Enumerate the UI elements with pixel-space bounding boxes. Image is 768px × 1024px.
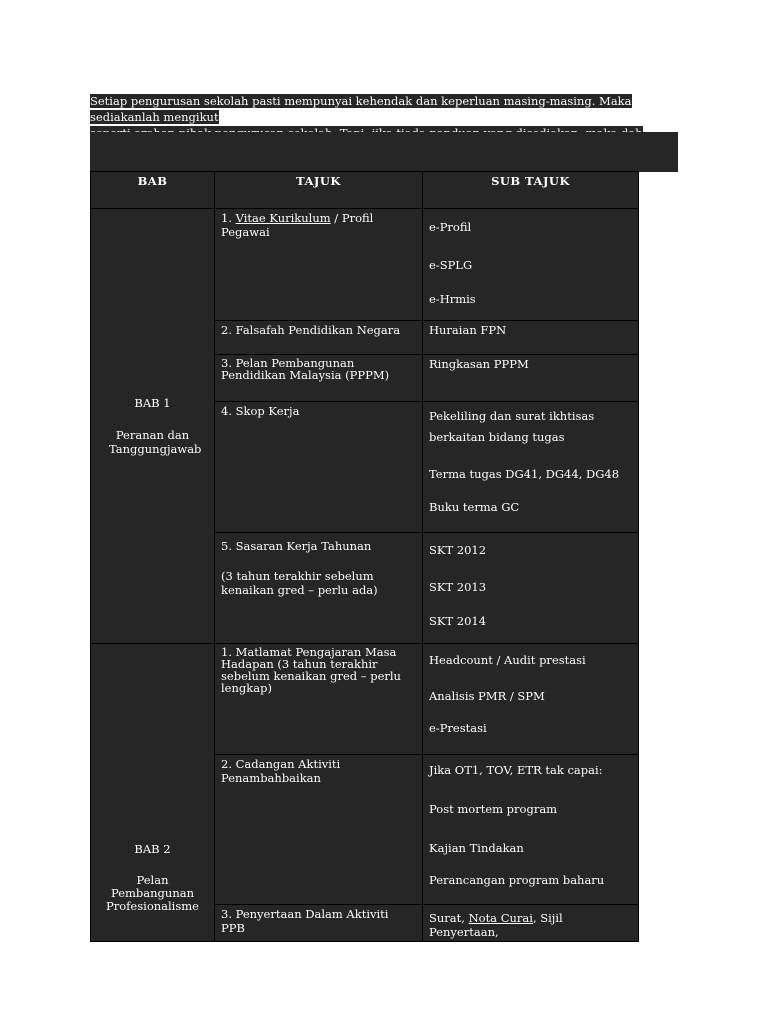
vitae-kurikulum-link[interactable]: Vitae Kurikulum bbox=[235, 211, 331, 225]
sub-cell bbox=[423, 755, 639, 905]
dark-band bbox=[90, 132, 678, 172]
tajuk-cell: 3. Pelan Pembangunan Pendidikan Malaysia (PPPM) bbox=[215, 355, 423, 402]
header-tajuk: TAJUK bbox=[215, 172, 423, 209]
sub-cell: Ringkasan PPPM bbox=[423, 355, 639, 402]
header-row bbox=[91, 172, 639, 209]
sub-item: e-Profil bbox=[429, 220, 472, 234]
tajuk-cell: 2. Cadangan Aktiviti Penambahbaikan bbox=[215, 755, 423, 905]
table-row bbox=[91, 209, 639, 321]
sub-cell bbox=[423, 402, 639, 533]
sub-item: SKT 2013 bbox=[429, 580, 487, 594]
tajuk-cell: 1. Vitae Kurikulum / Profil Pegawai bbox=[215, 209, 423, 321]
tajuk-cell: 2. Falsafah Pendidikan Negara bbox=[215, 321, 423, 355]
sub-item: Kajian Tindakan bbox=[429, 841, 524, 855]
sub-item: Pekeliling dan surat ikhtisas berkaitan bidang tugas bbox=[429, 409, 595, 444]
bab1-title: BAB 1 bbox=[134, 396, 171, 410]
sub-item: e-Hrmis bbox=[429, 292, 476, 306]
sub-item: SKT 2014 bbox=[429, 614, 487, 628]
sub-item: Terma tugas DG41, DG44, DG48 bbox=[429, 467, 620, 481]
bab2-title: BAB 2 bbox=[134, 842, 171, 856]
tajuk-cell: 4. Skop Kerja bbox=[215, 402, 423, 533]
tajuk-cell: 3. Penyertaan Dalam Aktiviti PPB bbox=[215, 905, 423, 942]
bab1-cell bbox=[91, 209, 215, 644]
tajuk-cell: 1. Matlamat Pengajaran Masa Hadapan (3 tahun terakhir sebelum kenaikan gred – perlu lengkap) bbox=[215, 644, 423, 755]
sub-item: Buku terma GC bbox=[429, 500, 520, 514]
bab2-cell bbox=[91, 644, 215, 942]
tajuk-line: 5. Sasaran Kerja Tahunan bbox=[221, 539, 372, 553]
bab2-desc: Pelan Pembangunan Profesionalisme bbox=[106, 873, 199, 913]
table-row bbox=[91, 644, 639, 755]
sub-item: Analisis PMR / SPM bbox=[429, 689, 545, 703]
intro-line-1: Setiap pengurusan sekolah pasti mempunyai kehendak dan keperluan masing-masing. Maka sediakanlah mengikut bbox=[90, 94, 632, 124]
guide-table bbox=[90, 171, 639, 942]
sub-cell bbox=[423, 209, 639, 321]
sub-cell bbox=[423, 644, 639, 755]
tajuk-note: (3 tahun terakhir sebelum kenaikan gred – perlu ada) bbox=[221, 569, 378, 597]
sub-item: SKT 2012 bbox=[429, 543, 487, 557]
sub-item: Post mortem program bbox=[429, 802, 558, 816]
bab1-desc: Peranan dan Tanggungjawab bbox=[109, 428, 202, 456]
tajuk-cell bbox=[215, 533, 423, 644]
header-sub-tajuk: SUB TAJUK bbox=[423, 172, 639, 209]
header-bab: BAB bbox=[91, 172, 215, 209]
sub-cell: Surat, Nota Curai, Sijil Penyertaan, bbox=[423, 905, 639, 942]
sub-item: Jika OT1, TOV, ETR tak capai: bbox=[429, 763, 603, 777]
sub-item: e-SPLG bbox=[429, 258, 473, 272]
sub-item: e-Prestasi bbox=[429, 721, 487, 735]
sub-cell: Huraian FPN bbox=[423, 321, 639, 355]
sub-item: Perancangan program baharu bbox=[429, 873, 605, 887]
nota-curai-link[interactable]: Nota Curai bbox=[468, 911, 533, 925]
sub-cell bbox=[423, 533, 639, 644]
sub-item: Headcount / Audit prestasi bbox=[429, 653, 586, 667]
